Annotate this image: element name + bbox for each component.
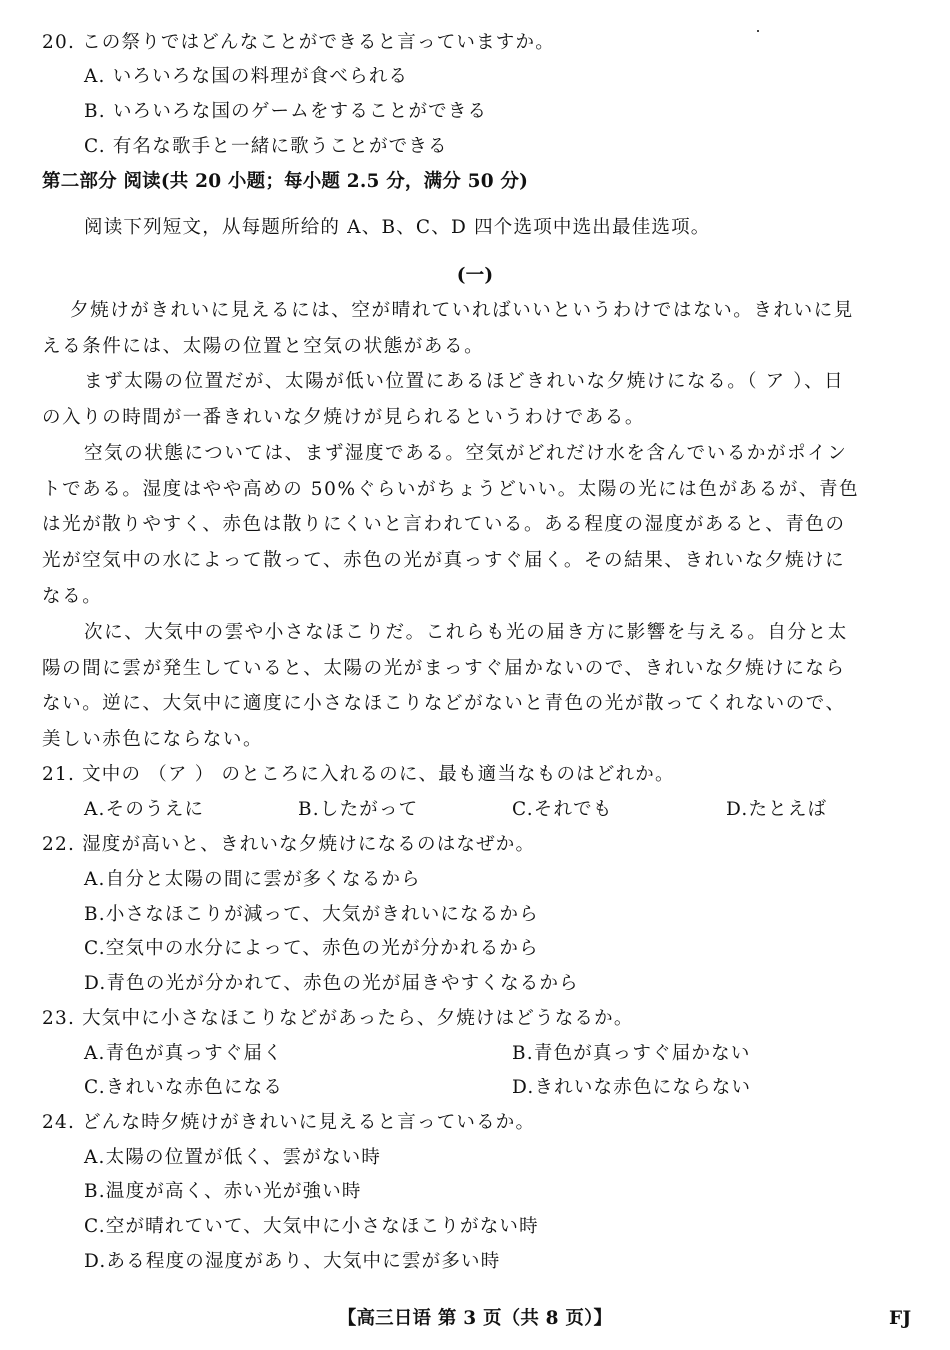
q23-stem: 23. 大気中に小さなほこりなどがあったら、夕焼けはどうなるか。 bbox=[42, 1008, 634, 1029]
passage-line: は光が散りやすく、赤色は散りにくいと言われている。ある程度の湿度があると、青色の bbox=[42, 514, 846, 535]
passage-line: の入りの時間が一番きれいな夕焼けが見られるというわけである。 bbox=[42, 407, 646, 428]
q22-option-a: A.自分と太陽の間に雲が多くなるから bbox=[84, 869, 421, 890]
scan-speck bbox=[757, 30, 759, 32]
section-instruction: 阅读下列短文，从每题所给的 A、B、C、D 四个选项中选出最佳选项。 bbox=[84, 217, 711, 238]
q24-option-b: B.温度が高く、赤い光が強い時 bbox=[84, 1181, 362, 1202]
q20-option-a: A. いろいろな国の料理が食べられる bbox=[84, 66, 409, 87]
passage-line: 次に、大気中の雲や小さなほこりだ。これらも光の届き方に影響を与える。自分と太 bbox=[84, 622, 848, 643]
passage-line: 陽の間に雲が発生していると、太陽の光がまっすぐ届かないので、きれいな夕焼けになら bbox=[42, 658, 846, 679]
passage-line: 光が空気中の水によって散って、赤色の光が真っすぐ届く。その結果、きれいな夕焼けに bbox=[42, 550, 846, 571]
q20-stem: 20. この祭りではどんなことができると言っていますか。 bbox=[42, 32, 555, 53]
footer-code: FJ bbox=[889, 1308, 912, 1329]
q23-option-c: C.きれいな赤色になる bbox=[84, 1077, 284, 1098]
q22-stem: 22. 湿度が高いと、きれいな夕焼けになるのはなぜか。 bbox=[42, 834, 536, 855]
q24-option-d: D.ある程度の湿度があり、大気中に雲が多い時 bbox=[84, 1251, 501, 1272]
passage-line: 夕焼けがきれいに見えるには、空が晴れていればいいというわけではない。きれいに見 bbox=[70, 300, 854, 321]
q24-stem: 24. どんな時夕焼けがきれいに見えると言っているか。 bbox=[42, 1112, 536, 1133]
q22-option-b: B.小さなほこりが減って、大気がきれいになるから bbox=[84, 904, 539, 925]
q23-option-b: B.青色が真っすぐ届かない bbox=[512, 1043, 751, 1064]
page-footer: 【高三日语 第 3 页（共 8 页）】 bbox=[337, 1308, 613, 1329]
section-heading: 第二部分 阅读(共 20 小题；每小题 2.5 分，满分 50 分) bbox=[42, 171, 529, 192]
q20-option-b: B. いろいろな国のゲームをすることができる bbox=[84, 101, 488, 122]
q21-option-c: C.それでも bbox=[512, 799, 613, 820]
q21-option-a: A.そのうえに bbox=[84, 799, 205, 820]
q20-option-c: C. 有名な歌手と一緒に歌うことができる bbox=[84, 136, 448, 157]
passage-line: 空気の状態については、まず湿度である。空気がどれだけ水を含んでいるかがポイン bbox=[84, 443, 848, 464]
passage-line: まず太陽の位置だが、太陽が低い位置にあるほどきれいな夕焼けになる。（ ア ）、日 bbox=[84, 371, 845, 392]
passage-line: ない。逆に、大気中に適度に小さなほこりなどがないと青色の光が散ってくれないので、 bbox=[42, 693, 846, 714]
q21-stem: 21. 文中の （ア ） のところに入れるのに、最も適当なものはどれか。 bbox=[42, 764, 675, 785]
q22-option-d: D.青色の光が分かれて、赤色の光が届きやすくなるから bbox=[84, 973, 579, 994]
q21-option-b: B.したがって bbox=[298, 799, 419, 820]
q24-option-a: A.太陽の位置が低く、雲がない時 bbox=[84, 1147, 382, 1168]
q23-option-a: A.青色が真っすぐ届く bbox=[84, 1043, 283, 1064]
q23-option-d: D.きれいな赤色にならない bbox=[512, 1077, 752, 1098]
q22-option-c: C.空気中の水分によって、赤色の光が分かれるから bbox=[84, 938, 539, 959]
passage-line: える条件には、太陽の位置と空気の状態がある。 bbox=[42, 336, 485, 357]
passage-line: 美しい赤色にならない。 bbox=[42, 729, 264, 750]
q24-option-c: C.空が晴れていて、大気中に小さなほこりがない時 bbox=[84, 1216, 539, 1237]
passage-line: トである。湿度はやや高めの 50%ぐらいがちょうどいい。太陽の光には色があるが、青色 bbox=[42, 479, 860, 500]
passage-number: (一) bbox=[456, 265, 494, 286]
q21-option-d: D.たとえば bbox=[726, 799, 828, 820]
passage-line: なる。 bbox=[42, 586, 103, 607]
